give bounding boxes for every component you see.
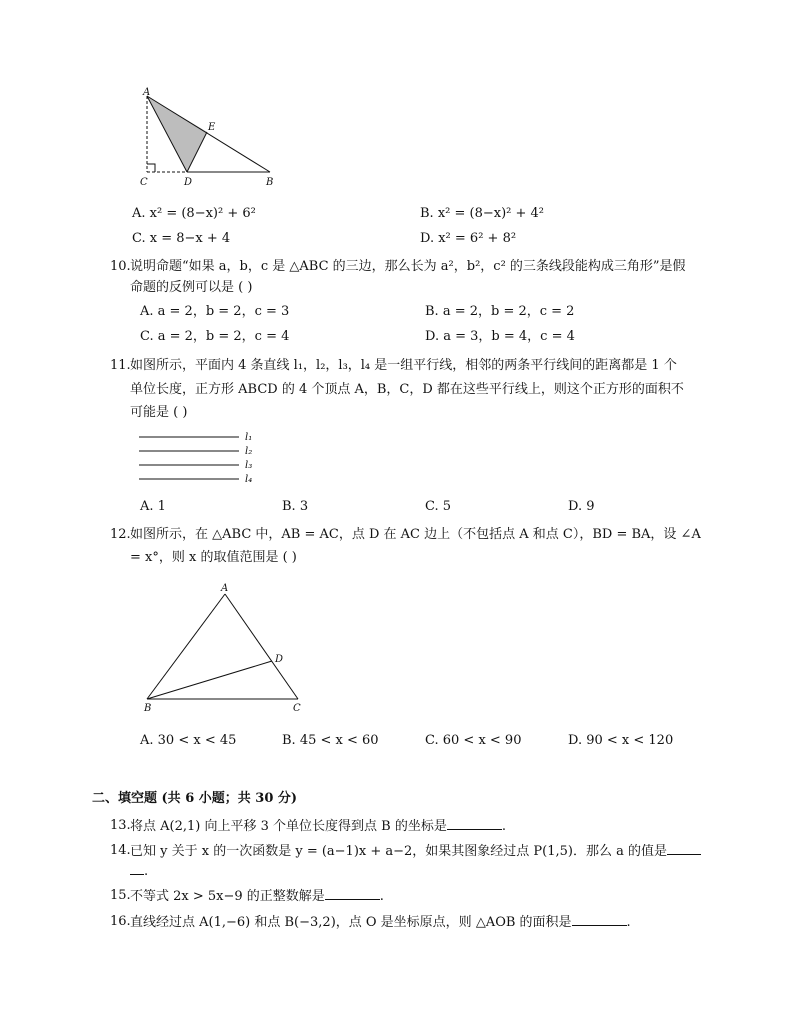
q14-answer-blank[interactable]: [667, 842, 701, 855]
q13-answer-blank[interactable]: [447, 817, 502, 830]
q10-text-line2: 命题的反例可以是 ( ): [130, 280, 253, 295]
segment-bd: [147, 661, 272, 699]
q9-option-a[interactable]: A. x² = (8−x)² + 6²: [132, 206, 256, 221]
label-c: C: [293, 703, 301, 714]
segment-ac: [225, 594, 298, 699]
q12-option-a[interactable]: A. 30 < x < 45: [140, 733, 237, 748]
q16-line: [130, 913, 631, 932]
q10-text-line1: 说明命题“如果 a，b，c 是 △ABC 的三边，那么长为 a²，b²，c² 的三条线段能构成三角形”是假: [130, 259, 686, 274]
q9-option-d[interactable]: D. x² = 6² + 8²: [420, 231, 517, 246]
label-l2: l₂: [245, 446, 253, 457]
q12-option-b[interactable]: B. 45 < x < 60: [282, 733, 379, 748]
figure-q12-triangle: [135, 578, 315, 718]
q16-number: 16.: [110, 914, 131, 929]
q11-option-d[interactable]: D. 9: [568, 499, 595, 514]
q13-end: .: [501, 819, 506, 834]
q16-text: 直线经过点 A(1,−6) 和点 B(−3,2)，点 O 是坐标原点，则 △AOB 的面积是: [130, 915, 572, 930]
label-c: C: [140, 177, 148, 188]
q14-line-cont: [130, 862, 148, 881]
q11-text-line3: 可能是 ( ): [130, 405, 188, 420]
q9-option-c[interactable]: C. x = 8−x + 4: [132, 231, 231, 246]
q16-answer-blank[interactable]: [572, 913, 627, 926]
q12-text-line2: = x°，则 x 的取值范围是 ( ): [130, 550, 297, 565]
label-d: D: [184, 177, 193, 188]
q15-number: 15.: [110, 888, 131, 903]
label-b: B: [266, 177, 274, 188]
label-l3: l₃: [245, 460, 253, 471]
q15-answer-blank[interactable]: [325, 887, 380, 900]
label-a: A: [221, 583, 229, 594]
q10-number: 10.: [110, 259, 131, 274]
q12-option-d[interactable]: D. 90 < x < 120: [568, 733, 674, 748]
label-l1: l₁: [245, 432, 253, 443]
q12-number: 12.: [110, 527, 131, 542]
q11-option-a[interactable]: A. 1: [140, 499, 166, 514]
q12-text-line1: 如图所示，在 △ABC 中，AB = AC，点 D 在 AC 边上（不包括点 A 和点 C），BD = BA，设 ∠A: [130, 527, 701, 542]
q11-option-b[interactable]: B. 3: [282, 499, 309, 514]
right-angle-mark: [147, 164, 155, 172]
q14-number: 14.: [110, 843, 131, 858]
q12-option-c[interactable]: C. 60 < x < 90: [425, 733, 522, 748]
figure-q11-parallel-lines: [135, 428, 265, 488]
q10-option-c[interactable]: C. a = 2，b = 2，c = 4: [140, 329, 290, 344]
figure-q9: [130, 84, 290, 194]
q11-option-c[interactable]: C. 5: [425, 499, 452, 514]
q14-end: .: [144, 864, 149, 879]
q14-text: 已知 y 关于 x 的一次函数是 y = (a−1)x + a−2，如果其图象经过点 P(1,5)．那么 a 的值是: [130, 844, 668, 859]
label-e: E: [208, 122, 216, 133]
q10-option-b[interactable]: B. a = 2，b = 2，c = 2: [425, 304, 575, 319]
q9-option-b[interactable]: B. x² = (8−x)² + 4²: [420, 206, 545, 221]
section-title-fill-in: 二、填空题 (共 6 小题；共 30 分): [92, 791, 298, 806]
q13-number: 13.: [110, 818, 131, 833]
label-l4: l₄: [245, 474, 253, 485]
label-a: A: [143, 87, 151, 98]
q11-text-line1: 如图所示，平面内 4 条直线 l₁，l₂，l₃，l₄ 是一组平行线，相邻的两条平行线间的距离都是 1 个: [130, 358, 677, 373]
q10-option-a[interactable]: A. a = 2，b = 2，c = 3: [140, 304, 290, 319]
q16-end: .: [626, 915, 631, 930]
q10-option-d[interactable]: D. a = 3，b = 4，c = 4: [425, 329, 575, 344]
segment-ab: [147, 594, 225, 699]
q13-text: 将点 A(2,1) 向上平移 3 个单位长度得到点 B 的坐标是: [130, 819, 447, 834]
q11-text-line2: 单位长度，正方形 ABCD 的 4 个顶点 A，B，C，D 都在这些平行线上，则这个正方形的面积不: [130, 382, 684, 397]
segment-ab: [147, 96, 270, 172]
q11-number: 11.: [110, 358, 131, 373]
shaded-triangle: [147, 96, 207, 172]
label-d: D: [275, 654, 284, 665]
q15-line: [130, 887, 384, 906]
q14-answer-blank-cont[interactable]: [130, 862, 144, 875]
q15-end: .: [379, 889, 384, 904]
q14-line: [130, 842, 701, 861]
q15-text: 不等式 2x > 5x−9 的正整数解是: [130, 889, 325, 904]
q13-line: [130, 817, 506, 836]
label-b: B: [144, 703, 152, 714]
